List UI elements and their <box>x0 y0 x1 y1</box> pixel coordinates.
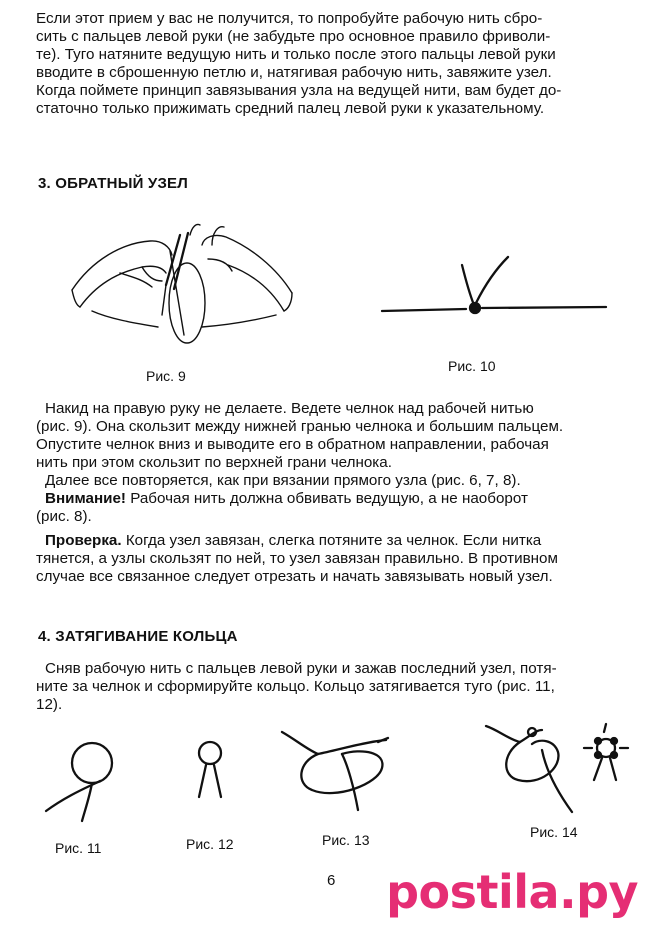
watermark-suffix: ру <box>576 865 638 919</box>
page-number: 6 <box>327 872 336 889</box>
paragraph-line: Сняв рабочую нить с пальцев левой руки и зажав последний узел, потя- <box>45 660 557 677</box>
check-text: Когда узел завязан, слегка потяните за челнок. Если нитка <box>121 532 542 549</box>
check-line: тянется, а узлы скользят по ней, то узел завязан правильно. В противном <box>36 550 558 567</box>
attention-line <box>45 490 632 508</box>
intro-line: статочно только прижимать средний палец левой руки к указательному. <box>36 100 545 117</box>
figure-9-caption: Рис. 9 <box>146 368 186 384</box>
intro-line: сить с пальцев левой руки (не забудьте про основное правило фриволи- <box>36 28 551 45</box>
watermark-logo <box>386 865 638 919</box>
check-line: случае все связанное следует отрезать и начать завязывать новый узел. <box>36 568 553 585</box>
section-4-heading: 4. ЗАТЯГИВАНИЕ КОЛЬЦА <box>38 628 238 645</box>
figure-9-hands-illustration <box>62 215 302 355</box>
paragraph-line: (рис. 9). Она скользит между нижней гранью челнока и большим пальцем. <box>36 418 564 435</box>
figure-10-caption: Рис. 10 <box>448 358 496 374</box>
figure-13-ring-forming-illustration <box>278 728 408 828</box>
paragraph-line: Опустите челнок вниз и выводите его в обратном направлении, рабочая <box>36 436 549 453</box>
check-line <box>45 532 632 550</box>
paragraph-line: Накид на правую руку не делаете. Ведете челнок над рабочей нитью <box>45 400 534 417</box>
intro-line: Если этот прием у вас не получится, то попробуйте рабочую нить сбро- <box>36 10 543 27</box>
figure-14-caption: Рис. 14 <box>530 824 578 840</box>
watermark-dot: . <box>559 865 577 919</box>
figure-10-knot-illustration <box>380 255 610 325</box>
attention-label: Внимание! <box>45 490 126 507</box>
section-3-heading: 3. ОБРАТНЫЙ УЗЕЛ <box>38 175 188 192</box>
attention-tail: (рис. 8). <box>36 508 92 525</box>
intro-line: вводите в сброшенную петлю и, натягивая рабочую нить, завяжите узел. <box>36 64 552 81</box>
figure-11-caption: Рис. 11 <box>55 840 102 856</box>
check-label: Проверка. <box>45 532 122 549</box>
paragraph-line: нить при этом скользит по верхней грани челнока. <box>36 454 392 471</box>
figure-12-caption: Рис. 12 <box>186 836 234 852</box>
paragraph-line: Далее все повторяется, как при вязании прямого узла (рис. 6, 7, 8). <box>45 472 521 489</box>
figure-13-caption: Рис. 13 <box>322 832 370 848</box>
figure-12-tight-ring-illustration <box>185 735 235 805</box>
figure-14-ring-with-picots-illustration <box>480 720 640 820</box>
watermark-prefix: postila <box>386 865 560 919</box>
paragraph-line: 12). <box>36 696 63 713</box>
intro-line: те). Туго натяните ведущую нить и только после этого пальцы левой руки <box>36 46 556 63</box>
intro-line: Когда поймете принцип завязывания узла на ведущей нити, вам будет до- <box>36 82 562 99</box>
paragraph-line: ните за челнок и сформируйте кольцо. Кольцо затягивается туго (рис. 11, <box>36 678 555 695</box>
figure-11-ring-illustration <box>40 735 130 825</box>
attention-text: Рабочая нить должна обвивать ведущую, а не наоборот <box>125 490 528 507</box>
